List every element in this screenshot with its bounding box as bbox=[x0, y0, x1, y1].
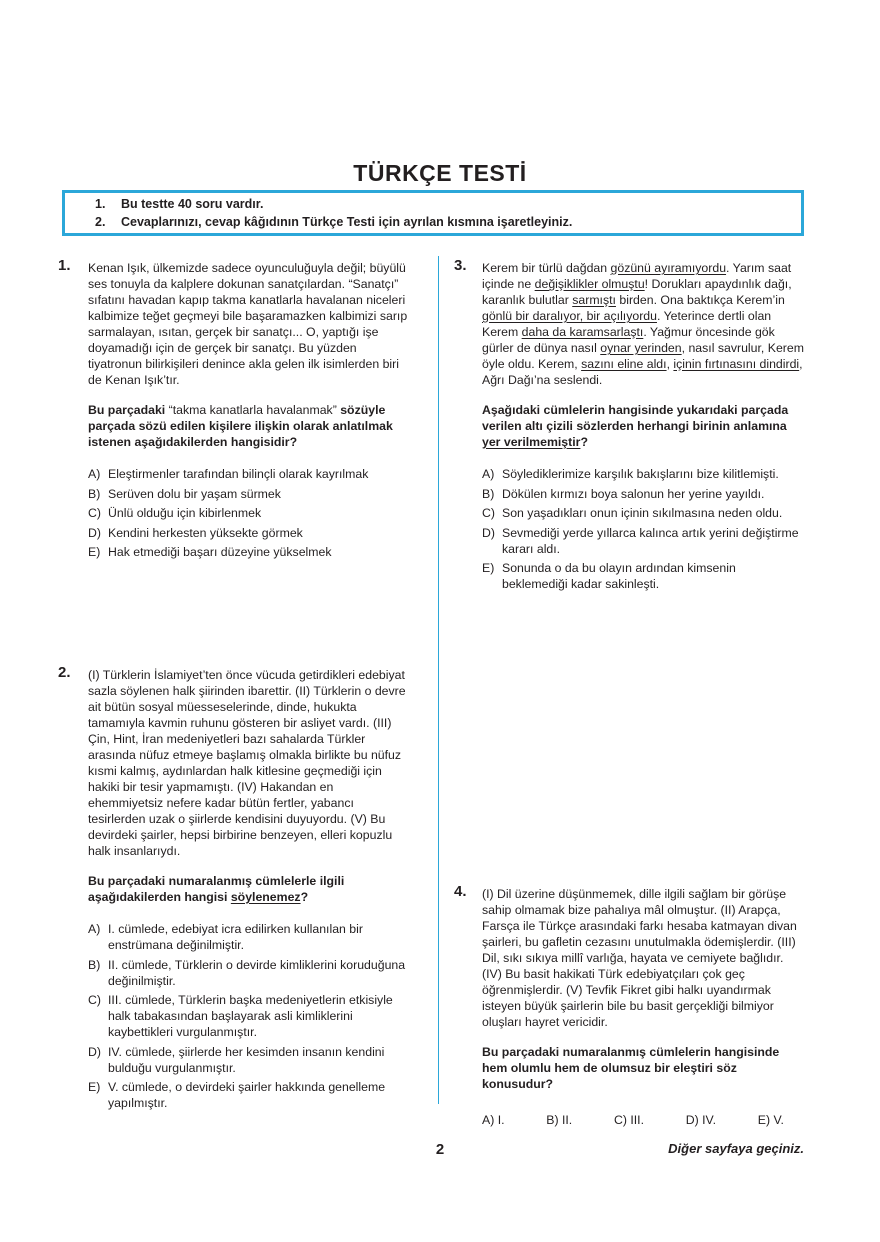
question-stem: Aşağıdaki cümlelerin hangisinde yukarıdaki parçada verilen altı çizili sözlerden herhangi birinin anlamına yer verilmemiştir? bbox=[482, 403, 789, 449]
question-stem: Bu parçadaki numaralanmış cümlelerin hangisinde hem olumlu hem de olumsuz bir eleştiri söz konusudur? bbox=[482, 1045, 780, 1091]
options bbox=[88, 921, 410, 1111]
passage: Kerem bir türlü dağdan gözünü ayıramıyordu. Yarım saat içinde ne değişiklikler olmuştu! Dorukları apaydınlık dağı, karanlık bulutlar sarmıştı birden. Ona baktıkça Kerem’in gönlü bir daralıyor, bir açılıyordu. Yeterince dertli olan Kerem daha da karamsarlaştı. Yağmur öncesinde gök gürler de dünya nasıl oynar yerinden, nasıl savrulur, Kerem öyle oldu. Kerem, sazını eline aldı, içinin fırtınasını dindirdi, Ağrı Dağı’na seslendi. bbox=[482, 261, 804, 387]
option-c[interactable]: C) Son yaşadıkları onun içinin sıkılmasına neden oldu. bbox=[482, 506, 783, 520]
option-e[interactable]: E) V. bbox=[757, 1113, 784, 1127]
option-d[interactable]: D) IV. bbox=[685, 1113, 717, 1127]
option-e[interactable]: E) V. cümlede, o devirdeki şairler hakkında genelleme yapılmıştır. bbox=[88, 1080, 386, 1110]
instruction-item: 1. Bu testte 40 soru vardır. bbox=[95, 197, 264, 211]
option-d[interactable]: D) Kendini herkesten yüksekte görmek bbox=[88, 525, 303, 540]
column-divider bbox=[438, 256, 439, 1104]
question-stem: Bu parçadaki “takma kanatlarla havalanmak” sözüyle parçada sözü edilen kişilere ilişkin olarak anlatılmak istenen aşağıdakilerden hangisidir? bbox=[88, 403, 393, 449]
question-2 bbox=[88, 667, 410, 1115]
option-d[interactable]: D) IV. cümlede, şiirlerde her kesimden insanın kendini bulduğu vurgulanmıştır. bbox=[88, 1044, 385, 1075]
passage: (I) Türklerin İslamiyet’ten önce vücuda getirdikleri edebiyat sazla söylenen halk şiirinden ibarettir. (II) Türklerin o devre ait bütün sosyal müesseselerinde, dinde, hukukta tamamıyla kavmin ruhunu gösteren bir asliyet vardı. (III) Çin, Hint, İran medeniyetleri bazı sahalarda Türkler arasında nüfuz etmeye başlamış olmakla birlikte bu nüfuz kısmi kalmış, aydınlardan halk kitlesine geçmediği için hakiki bir tesir yapmamıştı. (IV) Hakandan en ehemmiyetsiz nefere kadar bütün fertler, yabancı tesirlerden uzak o şiirlerde kendisini duyuyordu. (V) Bu devirdeki şairler, hepsi birbirine benzeyen, elleri kopuzlu halk insanlarıydı. bbox=[88, 668, 406, 858]
option-c[interactable]: C) III. cümlede, Türklerin başka medeniyetlerin etkisiyle halk tabakasından başlayarak asli kimliklerini kaybettikleri vurgulanmıştır. bbox=[88, 993, 393, 1039]
option-a[interactable]: A) Eleştirmenler tarafından bilinçli olarak kayrılmak bbox=[88, 467, 369, 481]
passage: (I) Dil üzerine düşünmemek, dille ilgili sağlam bir görüşe sahip olmamak bize pahalıya mâl olmuştur. (II) Arapça, Farsça ile Türkçe arasındaki farkı hesaba katmayan divan şairleri, bu gafletin cezasını unutulmakla ödemişlerdir. (III) Dil, sıkı sıkıya millî varlığa, hayata ve cemiyete bağlıdır. (IV) Bu basit hakikati Türk edebiyatçıları çok geç öğrenmişlerdir. (V) Tevfik Fikret gibi halkı uyandırmak isteyen büyük şairlerin bile bu basit gerçekliği bilmiyor oluşları hayret vericidir. bbox=[482, 887, 797, 1029]
question-number: 2. bbox=[58, 664, 71, 681]
option-b[interactable]: B) II. cümlede, Türklerin o devirde kimliklerini koruduğuna değinilmiştir. bbox=[88, 957, 406, 988]
option-e[interactable]: E) Sonunda o da bu olayın ardından kimsenin beklemediği kadar sakinleşti. bbox=[482, 561, 736, 591]
option-e[interactable]: E) Hak etmediği başarı düzeyine yükselmek bbox=[88, 545, 332, 559]
question-4 bbox=[482, 886, 804, 1128]
instructions-box bbox=[62, 190, 804, 236]
option-b[interactable]: B) II. bbox=[546, 1113, 573, 1127]
option-a[interactable]: A) I. bbox=[482, 1113, 505, 1127]
option-a[interactable]: A) Söylediklerimize karşılık bakışlarını bize kilitlemişti. bbox=[482, 467, 779, 481]
question-3 bbox=[482, 260, 804, 596]
question-number: 3. bbox=[454, 257, 467, 274]
option-a[interactable]: A) I. cümlede, edebiyat icra edilirken kullanılan bir enstrümana değinilmiştir. bbox=[88, 922, 363, 952]
options bbox=[88, 466, 410, 560]
option-b[interactable]: B) Serüven dolu bir yaşam sürmek bbox=[88, 486, 281, 501]
option-c[interactable]: C) III. bbox=[613, 1113, 645, 1127]
question-number: 1. bbox=[58, 257, 71, 274]
question-stem: Bu parçadaki numaralanmış cümlelerle ilgili aşağıdakilerden hangisi söylenemez? bbox=[88, 874, 345, 904]
options bbox=[482, 466, 804, 592]
options bbox=[482, 1112, 804, 1128]
option-c[interactable]: C) Ünlü olduğu için kibirlenmek bbox=[88, 506, 262, 520]
next-page-note: Diğer sayfaya geçiniz. bbox=[668, 1141, 804, 1156]
instruction-item: 2. Cevaplarınızı, cevap kâğıdının Türkçe Testi için ayrılan kısmına işaretleyiniz. bbox=[95, 215, 573, 229]
page-number: 2 bbox=[435, 1141, 445, 1158]
option-b[interactable]: B) Dökülen kırmızı boya salonun her yerine yayıldı. bbox=[482, 486, 765, 501]
passage: Kenan Işık, ülkemizde sadece oyunculuğuyla değil; büyülü ses tonuyla da kalplere dokunan sanatçılardan. “Sanatçı” sıfatını havadan kapıp takma kanatlarla havalanan niceleri kalbimize teğet geçmeyi bile başaramazken kalbimizi sarıp sarmalayan, ısıtan, gerçek bir sanatçı... O, yaptığı işe doyamadığı için de gerçek bir sanatçı. Bu yüzden tiyatronun bilirkişileri denince akla gelen ilk isimlerden biri de Kenan Işık’tır. bbox=[88, 261, 408, 387]
option-d[interactable]: D) Sevmediği yerde yıllarca kalınca artık yerini değiştirme kararı aldı. bbox=[482, 525, 799, 556]
question-number: 4. bbox=[454, 883, 467, 900]
question-1 bbox=[88, 260, 410, 564]
page-title: TÜRKÇE TESTİ bbox=[353, 160, 527, 186]
